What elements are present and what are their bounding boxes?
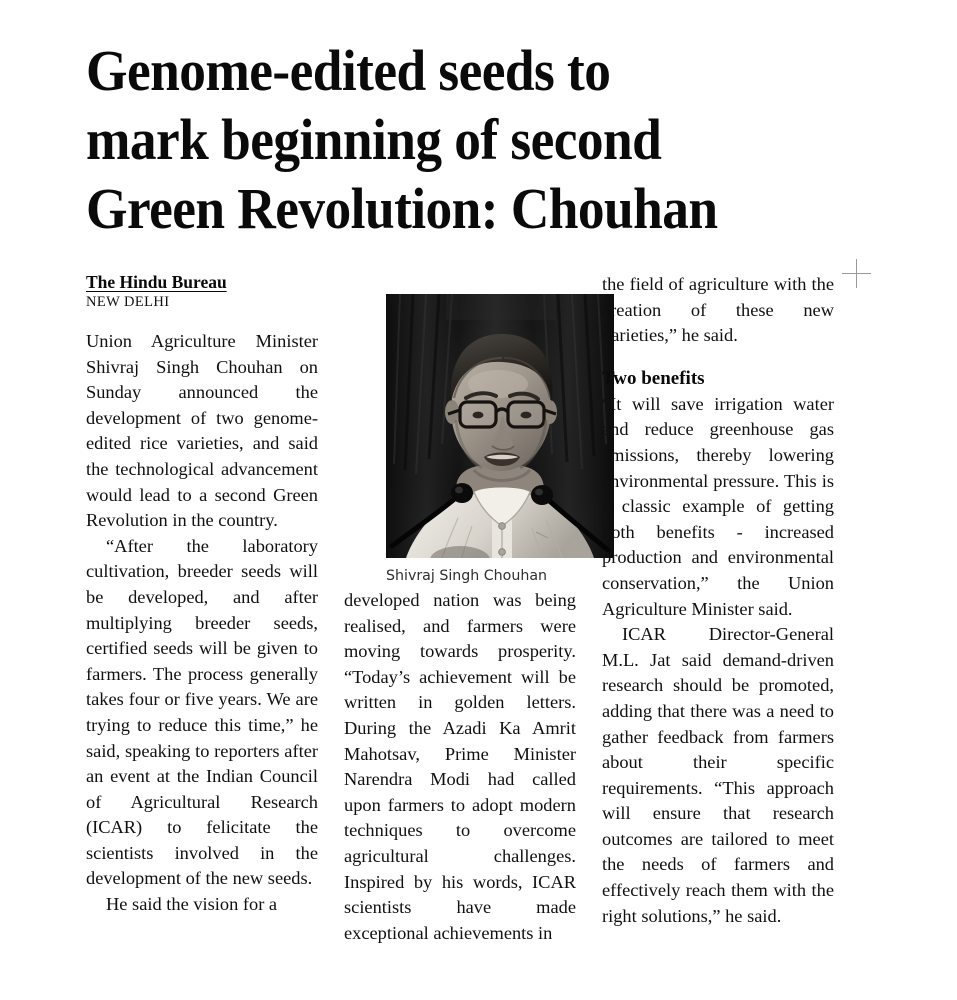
paragraph: the field of agriculture with the creation of these new varieties,” he said. xyxy=(602,274,834,346)
article-photo-figure xyxy=(386,294,614,585)
paragraph: “After the laboratory cultivation, breeder seeds will be developed, and after multiplying breeder seeds, certified seeds will be given to farmers. The process generally takes four or five years. We are trying to reduce this time,” he said, speaking to reporters after an event at the Indian Council of Agricultural Research (ICAR) to felicitate the scientists involved in the development of the new seeds. xyxy=(86,535,318,889)
article-column-2 xyxy=(344,588,576,946)
paragraph: He said the vision for a xyxy=(106,894,278,915)
headline-line-1: Genome-edited seeds to xyxy=(86,38,611,103)
headline-line-3: Green Revolution: Chouhan xyxy=(86,176,718,241)
paragraph: ICAR Director-General M.L. Jat said demand-driven research should be promoted, adding that there was a need to gather feedback from farmers about their specific requirements. “This approach will ensure that research outcomes are tailored to meet the needs of farmers and effectively reach them with the right solutions,” he said. xyxy=(602,624,834,926)
photo-caption: Shivraj Singh Chouhan xyxy=(386,568,548,584)
portrait-photo xyxy=(386,294,614,558)
paragraph: developed nation was being realised, and farmers were moving towards prosperity. “Today’s achievement will be written in golden letters. During the Azadi Ka Amrit Mahotsav, Prime Minister Narendra Modi had called upon farmers to adopt modern techniques to overcome agricultural challenges. Inspired by his words, ICAR scientists have made exceptional achievements in xyxy=(344,590,576,943)
dateline: NEW DELHI xyxy=(86,294,170,310)
registration-crosshair-icon xyxy=(842,259,871,288)
page-title xyxy=(86,36,876,243)
paragraph: Union Agriculture Minister Shivraj Singh Chouhan on Sunday announced the development of two genome-edited rice varieties, and said the technological advancement would lead to a second Green Revolution in the country. xyxy=(86,331,318,531)
byline: The Hindu Bureau xyxy=(86,272,227,292)
article-column-1 xyxy=(86,272,318,918)
portrait-photo-graphic xyxy=(386,294,614,558)
headline-line-2: mark beginning of second xyxy=(86,107,662,172)
paragraph: “It will save irrigation water and reduce greenhouse gas emissions, thereby lowering environmental pressure. This is a classic example of getting both benefits - increased production and environmental conservation,” the Union Agriculture Minister said. xyxy=(602,393,834,619)
article-column-3 xyxy=(602,272,834,929)
section-subheading: Two benefits xyxy=(602,367,705,389)
